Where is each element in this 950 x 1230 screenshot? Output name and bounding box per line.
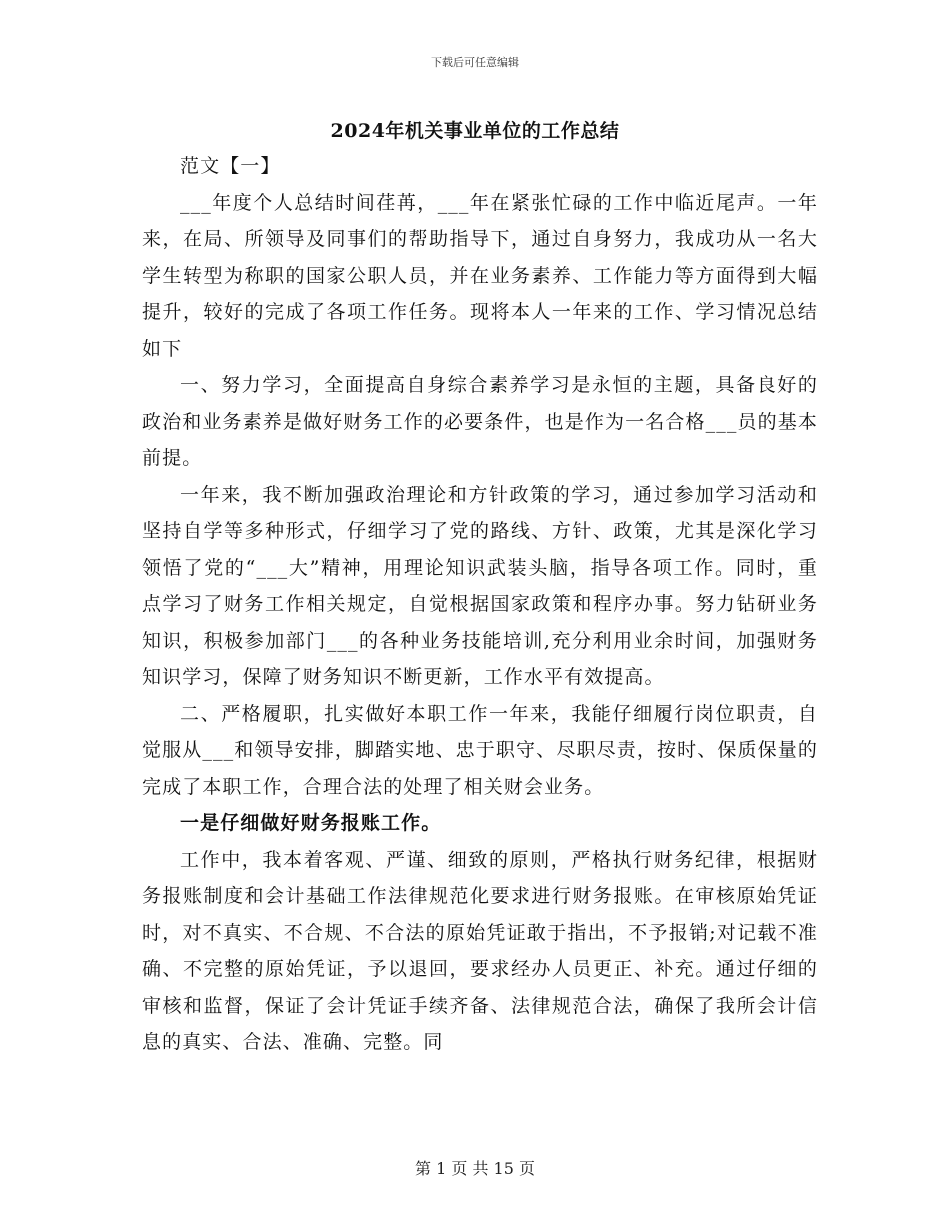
bold-subheading: 一是仔细做好财务报账工作。 (180, 812, 442, 834)
body-paragraph: 一年来，我不断加强政治理论和方针政策的学习，通过参加学习活动和坚持自学等多种形式，仔细学习了党的路线、方针、政策，尤其是深化学习领悟了党的“___大”精神，用理论知识武装头脑，指导各项工作。同时，重点学习了财务工作相关规定，自觉根据国家政策和程序办事。努力钻研业务知识，积极参加部门___的各种业务技能培训,充分利用业余时间，加强财务知识学习，保障了财务知识不断更新，工作水平有效提高。 (142, 483, 818, 688)
body-paragraph: 二、严格履职，扎实做好本职工作一年来，我能仔细履行岗位职责，自觉服从___和领导安排，脚踏实地、忠于职守、尽职尽责，按时、保质保量的完成了本职工作，合理合法的处理了相关财会业务。 (142, 702, 818, 798)
page-number-footer: 第 1 页 共 15 页 (415, 1159, 535, 1178)
body-paragraph: ___年度个人总结时间荏苒，___年在紧张忙碌的工作中临近尾声。一年来，在局、所领导及同事们的帮助指导下，通过自身努力，我成功从一名大学生转型为称职的国家公职人员，并在业务素养、工作能力等方面得到大幅提升，较好的完成了各项工作任务。现将本人一年来的工作、学习情况总结如下 (142, 191, 818, 360)
body-paragraph: 一、努力学习，全面提高自身综合素养学习是永恒的主题，具备良好的政治和业务素养是做好财务工作的必要条件，也是作为一名合格___员的基本前提。 (142, 374, 818, 469)
body-paragraph: 工作中，我本着客观、严谨、细致的原则，严格执行财务纪律，根据财务报账制度和会计基础工作法律规范化要求进行财务报账。在审核原始凭证时，对不真实、不合规、不合法的原始凭证敢于指出，不予报销;对记载不准确、不完整的原始凭证，予以退回，要求经办人员更正、补充。通过仔细的审核和监督，保证了会计凭证手续齐备、法律规范合法，确保了我所会计信息的真实、合法、准确、完整。同 (142, 848, 818, 1053)
document-body (142, 148, 818, 1061)
page-header-note: 下载后可任意编辑 (431, 56, 519, 69)
section-label: 范文【一】 (180, 155, 281, 177)
document-title: 2024年机关事业单位的工作总结 (330, 120, 620, 142)
